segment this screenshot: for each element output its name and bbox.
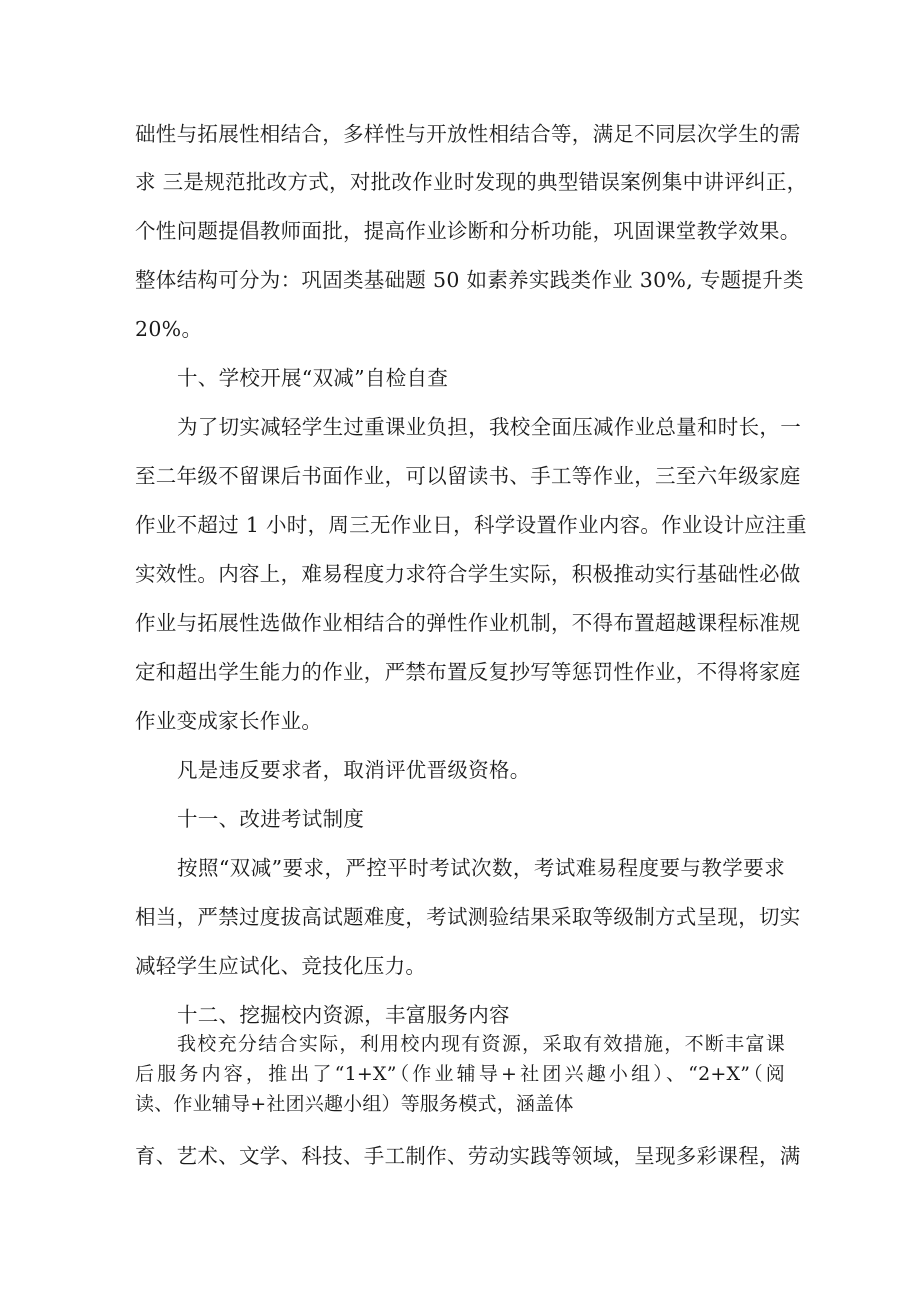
section-heading: 十二、挖掘校内资源，丰富服务内容 [177, 1003, 510, 1027]
paragraph-line: 按照“双减”要求，严控平时考试次数，考试难易程度要与教学要求 [177, 856, 785, 880]
section-heading: 十一、改进考试制度 [177, 807, 365, 831]
section-heading: 十、学校开展“双减”自检自查 [177, 366, 449, 390]
paragraph-line: 整体结构可分为：巩固类基础题 50 如素养实践类作业 30%, 专题提升类 [135, 268, 804, 292]
paragraph-line: 凡是违反要求者，取消评优晋级资格。 [177, 758, 531, 782]
paragraph-line: 育、艺术、文学、科技、手工制作、劳动实践等领域，呈现多彩课程，满 [135, 1144, 801, 1168]
paragraph-line: 个性问题提倡教师面批，提高作业诊断和分析功能，巩固课堂教学效果。 [135, 219, 801, 243]
paragraph-line: 读、作业辅导+社团兴趣小组）等服务模式，涵盖体 [135, 1093, 574, 1115]
paragraph-line: 作业与拓展性选做作业相结合的弹性作业机制，不得布置超越课程标准规 [135, 611, 801, 635]
paragraph-line: 础性与拓展性相结合，多样性与开放性相结合等，满足不同层次学生的需 [135, 122, 801, 146]
paragraph-line: 减轻学生应试化、竞技化压力。 [135, 954, 427, 978]
paragraph-line: 实效性。内容上，难易程度力求符合学生实际，积极推动实行基础性必做 [135, 562, 801, 586]
paragraph-line: 求 三是规范批改方式，对批改作业时发现的典型错误案例集中讲评纠正， [135, 170, 808, 194]
paragraph-line: 为了切实减轻学生过重课业负担，我校全面压减作业总量和时长，一 [177, 415, 801, 439]
paragraph-line: 至二年级不留课后书面作业，可以留读书、手工等作业，三至六年级家庭 [135, 464, 801, 488]
paragraph-line: 后服务内容，推出了“1+X”（作业辅导+社团兴趣小组）、“2+X”（阅 [135, 1063, 785, 1085]
paragraph-line: 作业变成家长作业。 [135, 709, 323, 733]
paragraph-line: 相当，严禁过度拔高试题难度，考试测验结果采取等级制方式呈现，切实 [135, 905, 801, 929]
paragraph-line: 定和超出学生能力的作业，严禁布置反复抄写等惩罚性作业，不得将家庭 [135, 660, 801, 684]
paragraph-line: 作业不超过 1 小时，周三无作业日，科学设置作业内容。作业设计应注重 [135, 513, 807, 537]
paragraph-line: 20%。 [135, 317, 203, 341]
paragraph-line: 我校充分结合实际，利用校内现有资源，采取有效措施，不断丰富课 [177, 1033, 785, 1055]
